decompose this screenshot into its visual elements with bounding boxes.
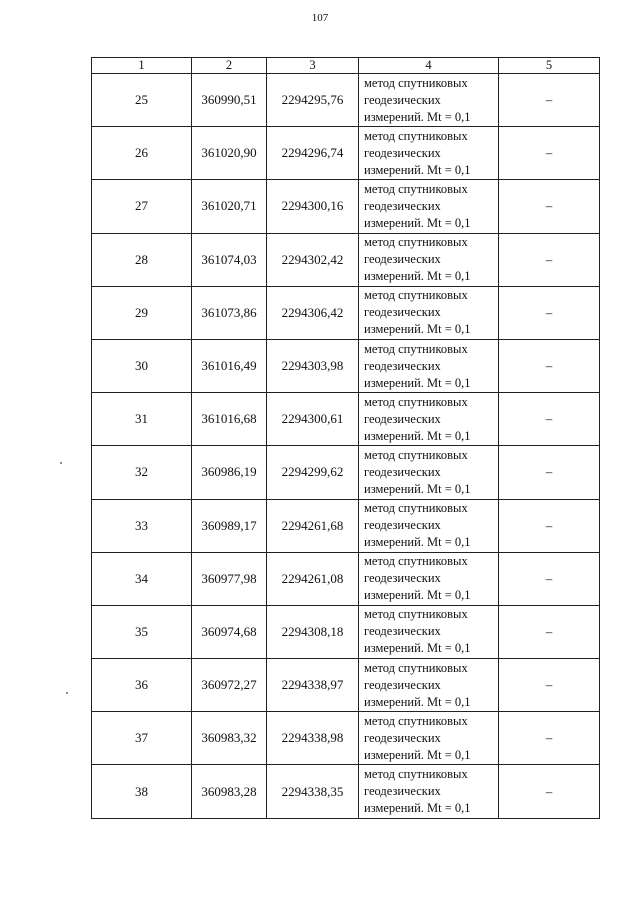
note-dash: – (545, 251, 553, 267)
x-coordinate-cell: 360986,19 (192, 446, 267, 499)
method-line: измерений. Mt = 0,1 (364, 801, 471, 816)
method-line: метод спутниковых (364, 501, 468, 516)
note-dash: – (545, 92, 553, 108)
note-cell (499, 605, 600, 658)
method-cell (359, 659, 499, 712)
note-cell (499, 499, 600, 552)
method-line: геодезических (364, 145, 441, 160)
method-line: измерений. Mt = 0,1 (364, 375, 471, 390)
method-line: геодезических (364, 571, 441, 586)
note-cell (499, 180, 600, 233)
point-number-cell: 33 (92, 499, 192, 552)
y-coordinate-cell: 2294303,98 (267, 339, 359, 392)
table-row (92, 659, 600, 712)
point-number-cell: 37 (92, 712, 192, 765)
y-coordinate-cell: 2294300,16 (267, 180, 359, 233)
table-header (92, 58, 600, 74)
y-coordinate-cell: 2294261,68 (267, 499, 359, 552)
point-number-cell: 36 (92, 659, 192, 712)
method-line: метод спутниковых (364, 660, 468, 675)
method-line: геодезических (364, 305, 441, 320)
x-coordinate-cell: 360977,98 (192, 552, 267, 605)
x-coordinate-cell: 361073,86 (192, 286, 267, 339)
method-line: геодезических (364, 411, 441, 426)
note-cell (499, 446, 600, 499)
note-cell (499, 339, 600, 392)
method-line: метод спутниковых (364, 447, 468, 462)
method-line: метод спутниковых (364, 75, 468, 90)
method-cell (359, 74, 499, 127)
method-line: измерений. Mt = 0,1 (364, 322, 471, 337)
method-cell (359, 233, 499, 286)
x-coordinate-cell: 360972,27 (192, 659, 267, 712)
method-line: геодезических (364, 784, 441, 799)
y-coordinate-cell: 2294338,97 (267, 659, 359, 712)
y-coordinate-cell: 2294296,74 (267, 127, 359, 180)
table-body (92, 74, 600, 819)
coordinates-table (91, 57, 600, 819)
method-cell (359, 446, 499, 499)
point-number-cell: 34 (92, 552, 192, 605)
x-coordinate-cell: 361016,68 (192, 393, 267, 446)
table-row (92, 74, 600, 127)
note-dash: – (545, 411, 553, 427)
x-coordinate-cell: 360983,28 (192, 765, 267, 818)
method-line: измерений. Mt = 0,1 (364, 588, 471, 603)
point-number-cell: 38 (92, 765, 192, 818)
point-number-cell: 27 (92, 180, 192, 233)
y-coordinate-cell: 2294300,61 (267, 393, 359, 446)
method-line: метод спутниковых (364, 607, 468, 622)
method-line: геодезических (364, 624, 441, 639)
note-dash: – (545, 677, 553, 693)
point-number-cell: 32 (92, 446, 192, 499)
note-dash: – (545, 730, 553, 746)
method-cell (359, 393, 499, 446)
method-line: метод спутниковых (364, 288, 468, 303)
method-cell (359, 180, 499, 233)
page-number: 107 (311, 12, 329, 24)
note-cell (499, 286, 600, 339)
note-cell (499, 393, 600, 446)
y-coordinate-cell: 2294261,08 (267, 552, 359, 605)
method-line: метод спутниковых (364, 235, 468, 250)
scan-speck (60, 462, 62, 464)
note-cell (499, 659, 600, 712)
table-row (92, 127, 600, 180)
point-number-cell: 29 (92, 286, 192, 339)
table-row (92, 180, 600, 233)
method-line: геодезических (364, 730, 441, 745)
point-number-cell: 31 (92, 393, 192, 446)
method-line: метод спутниковых (364, 713, 468, 728)
point-number-cell: 28 (92, 233, 192, 286)
method-line: метод спутниковых (364, 394, 468, 409)
method-line: измерений. Mt = 0,1 (364, 269, 471, 284)
note-dash: – (545, 304, 553, 320)
method-cell (359, 286, 499, 339)
table-row (92, 393, 600, 446)
x-coordinate-cell: 361074,03 (192, 233, 267, 286)
method-line: измерений. Mt = 0,1 (364, 535, 471, 550)
y-coordinate-cell: 2294308,18 (267, 605, 359, 658)
method-line: геодезических (364, 677, 441, 692)
method-line: измерений. Mt = 0,1 (364, 747, 471, 762)
y-coordinate-cell: 2294306,42 (267, 286, 359, 339)
table-row (92, 446, 600, 499)
table-row (92, 605, 600, 658)
method-line: метод спутниковых (364, 554, 468, 569)
note-cell (499, 765, 600, 818)
method-cell (359, 712, 499, 765)
method-line: измерений. Mt = 0,1 (364, 641, 471, 656)
point-number-cell: 25 (92, 74, 192, 127)
y-coordinate-cell: 2294338,98 (267, 712, 359, 765)
table-row (92, 499, 600, 552)
x-coordinate-cell: 360989,17 (192, 499, 267, 552)
point-number-cell: 30 (92, 339, 192, 392)
x-coordinate-cell: 361016,49 (192, 339, 267, 392)
method-line: метод спутниковых (364, 341, 468, 356)
note-dash: – (545, 783, 553, 799)
table-row (92, 286, 600, 339)
table-row (92, 712, 600, 765)
method-line: геодезических (364, 92, 441, 107)
note-dash: – (545, 145, 553, 161)
x-coordinate-cell: 361020,90 (192, 127, 267, 180)
note-dash: – (545, 198, 553, 214)
y-coordinate-cell: 2294299,62 (267, 446, 359, 499)
method-line: измерений. Mt = 0,1 (364, 109, 471, 124)
x-coordinate-cell: 361020,71 (192, 180, 267, 233)
note-dash: – (545, 464, 553, 480)
note-cell (499, 74, 600, 127)
note-cell (499, 712, 600, 765)
method-cell (359, 552, 499, 605)
method-line: геодезических (364, 198, 441, 213)
header-row (92, 58, 600, 74)
method-line: измерений. Mt = 0,1 (364, 428, 471, 443)
note-dash: – (545, 570, 553, 586)
column-header-3: 3 (267, 58, 359, 74)
y-coordinate-cell: 2294295,76 (267, 74, 359, 127)
method-line: измерений. Mt = 0,1 (364, 215, 471, 230)
method-cell (359, 127, 499, 180)
method-line: геодезических (364, 358, 441, 373)
method-line: метод спутниковых (364, 181, 468, 196)
method-line: метод спутниковых (364, 767, 468, 782)
x-coordinate-cell: 360983,32 (192, 712, 267, 765)
method-line: метод спутниковых (364, 128, 468, 143)
table-row (92, 552, 600, 605)
y-coordinate-cell: 2294302,42 (267, 233, 359, 286)
method-line: измерений. Mt = 0,1 (364, 162, 471, 177)
method-cell (359, 499, 499, 552)
note-cell (499, 233, 600, 286)
x-coordinate-cell: 360990,51 (192, 74, 267, 127)
column-header-4: 4 (359, 58, 499, 74)
point-number-cell: 26 (92, 127, 192, 180)
column-header-5: 5 (499, 58, 600, 74)
table-row (92, 765, 600, 818)
table-row (92, 339, 600, 392)
note-cell (499, 127, 600, 180)
point-number-cell: 35 (92, 605, 192, 658)
method-line: геодезических (364, 518, 441, 533)
note-cell (499, 552, 600, 605)
scan-speck (66, 692, 68, 694)
method-cell (359, 339, 499, 392)
method-cell (359, 605, 499, 658)
method-line: измерений. Mt = 0,1 (364, 481, 471, 496)
method-line: измерений. Mt = 0,1 (364, 694, 471, 709)
column-header-1: 1 (92, 58, 192, 74)
y-coordinate-cell: 2294338,35 (267, 765, 359, 818)
method-line: геодезических (364, 464, 441, 479)
note-dash: – (545, 517, 553, 533)
method-line: геодезических (364, 252, 441, 267)
note-dash: – (545, 358, 553, 374)
table-row (92, 233, 600, 286)
column-header-2: 2 (192, 58, 267, 74)
x-coordinate-cell: 360974,68 (192, 605, 267, 658)
method-cell (359, 765, 499, 818)
note-dash: – (545, 623, 553, 639)
